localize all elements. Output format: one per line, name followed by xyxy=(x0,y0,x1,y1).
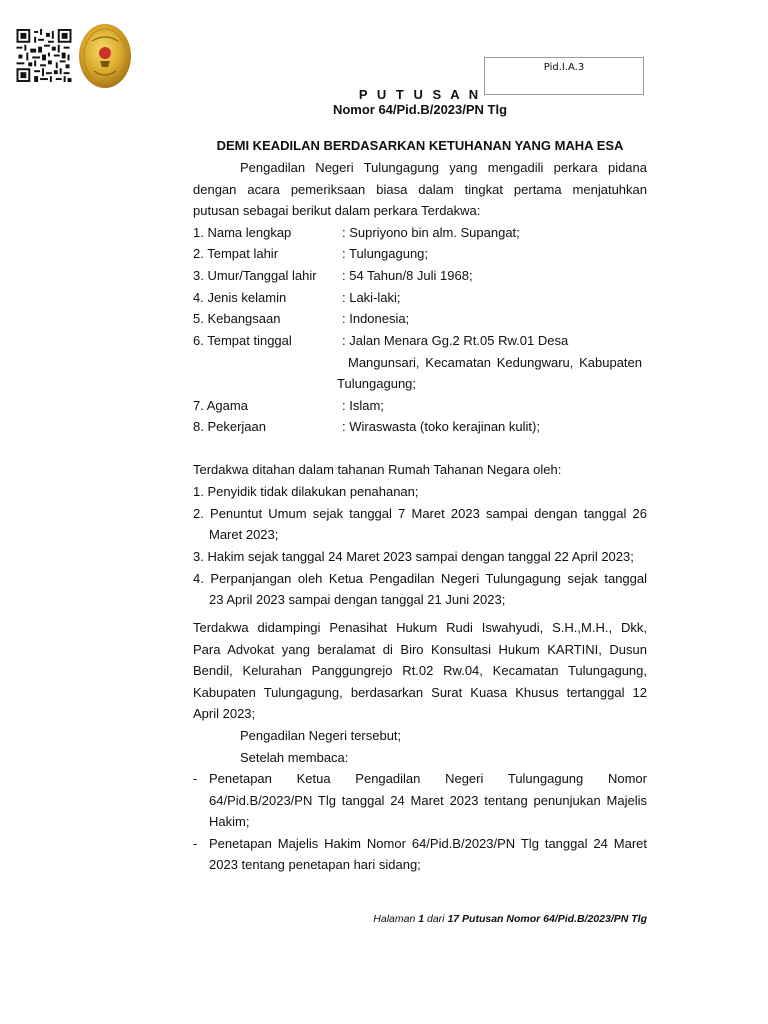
detention-item-2: 2. Penuntut Umum sejak tanggal 7 Maret 2023 sampai dengan tanggal 26 xyxy=(193,506,647,521)
field-value-name: : Supriyono bin alm. Supangat; xyxy=(342,225,520,240)
field-label-gender: 4. Jenis kelamin xyxy=(193,290,287,305)
field-value-religion: : Islam; xyxy=(342,398,384,413)
field-label-nationality: 5. Kebangsaan xyxy=(193,311,281,326)
court-line-2: Setelah membaca: xyxy=(240,750,349,765)
intro-line-3: putusan sebagai berikut dalam perkara Terdakwa: xyxy=(193,203,481,218)
detention-item-4-cont: 23 April 2023 sampai dengan tanggal 21 Juni 2023; xyxy=(209,592,506,607)
detention-item-2-cont: Maret 2023; xyxy=(209,527,279,542)
case-number: Nomor 64/Pid.B/2023/PN Tlg xyxy=(332,102,508,117)
intro-line-1: Pengadilan Negeri Tulungagung yang mengadili perkara pidana xyxy=(240,160,647,175)
counsel-line-3: Bendil, Kelurahan Panggungrejo Rt.02 Rw.04, Kecamatan Tulungagung, xyxy=(193,663,647,678)
reading-1-line-1: Penetapan Ketua Pengadilan Negeri Tulungagung Nomor xyxy=(209,771,647,786)
detention-intro: Terdakwa ditahan dalam tahanan Rumah Tahanan Negara oleh: xyxy=(193,462,562,477)
reading-1-line-3: Hakim; xyxy=(209,814,250,829)
detention-item-3: 3. Hakim sejak tanggal 24 Maret 2023 sampai dengan tanggal 22 April 2023; xyxy=(193,549,634,564)
field-value-address-1: : Jalan Menara Gg.2 Rt.05 Rw.01 Desa xyxy=(342,333,569,348)
field-value-age: : 54 Tahun/8 Juli 1968; xyxy=(342,268,473,283)
field-value-nationality: : Indonesia; xyxy=(342,311,410,326)
counsel-line-2: Para Advokat yang beralamat di Biro Konsultasi Hukum KARTINI, Dusun xyxy=(193,642,647,657)
court-line-1: Pengadilan Negeri tersebut; xyxy=(240,728,402,743)
footer-total: 17 Putusan Nomor 64/Pid.B/2023/PN Tlg xyxy=(447,913,647,925)
qr-code-icon xyxy=(16,29,72,82)
field-label-birthplace: 2. Tempat lahir xyxy=(193,246,279,261)
reading-2-line-2: 2023 tentang penetapan hari sidang; xyxy=(209,857,421,872)
field-value-address-3: Tulungagung; xyxy=(337,376,417,391)
field-value-gender: : Laki-laki; xyxy=(342,290,401,305)
field-value-occupation: : Wiraswasta (toko kerajinan kulit); xyxy=(342,419,540,434)
field-label-name: 1. Nama lengkap xyxy=(193,225,292,240)
detention-item-1: 1. Penyidik tidak dilakukan penahanan; xyxy=(193,484,419,499)
footer-dari: dari xyxy=(427,913,445,925)
field-label-religion: 7. Agama xyxy=(193,398,248,413)
field-label-occupation: 8. Pekerjaan xyxy=(193,419,266,434)
reading-dash-1: - xyxy=(193,771,198,786)
field-label-age: 3. Umur/Tanggal lahir xyxy=(193,268,317,283)
field-value-address-2: Mangunsari, Kecamatan Kedungwaru, Kabupaten xyxy=(348,355,642,370)
reading-dash-2: - xyxy=(193,836,198,851)
reading-1-line-2: 64/Pid.B/2023/PN Tlg tanggal 24 Maret 2023 tentang penunjukan Majelis xyxy=(209,793,647,808)
footer-halaman: Halaman xyxy=(373,913,416,925)
intro-line-2: dengan acara pemeriksaan biasa dalam tingkat pertama menjatuhkan xyxy=(193,182,647,197)
court-seal-logo xyxy=(78,23,132,89)
court-heading: DEMI KEADILAN BERDASARKAN KETUHANAN YANG MAHA ESA xyxy=(216,138,624,153)
footer-page-number: 1 xyxy=(418,913,425,925)
document-code: Pid.I.A.3 xyxy=(543,62,585,73)
document-title: P U T U S A N xyxy=(358,87,482,102)
counsel-line-4: Kabupaten Tulungagung, berdasarkan Surat Kuasa Khusus tertanggal 12 xyxy=(193,685,647,700)
page-footer xyxy=(373,913,647,925)
counsel-line-1: Terdakwa didampingi Penasihat Hukum Rudi Iswahyudi, S.H.,M.H., Dkk, xyxy=(193,620,647,635)
detention-item-4: 4. Perpanjangan oleh Ketua Pengadilan Negeri Tulungagung sejak tanggal xyxy=(193,571,647,586)
counsel-line-5: April 2023; xyxy=(193,706,256,721)
field-label-address: 6. Tempat tinggal xyxy=(193,333,292,348)
reading-2-line-1: Penetapan Majelis Hakim Nomor 64/Pid.B/2023/PN Tlg tanggal 24 Maret xyxy=(209,836,647,851)
field-value-birthplace: : Tulungagung; xyxy=(342,246,429,261)
